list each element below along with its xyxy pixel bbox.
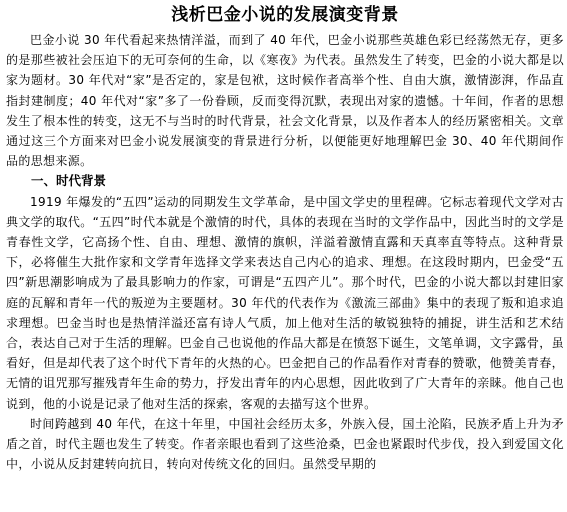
section-heading-era-background: 一、时代背景 xyxy=(31,173,107,189)
era-background-paragraph-2: 时间跨越到 40 年代，在这十年里，中国社会经历太多，外族入侵，国土沦陷，民族矛盾上升为矛盾之首，时代主题也发生了转变。作者亲眼也看到了这些沧桑，巴金也紧跟时代步伐，投入到爱国文化中，小说从反封建转向抗日，转向对传统文化的回归。虽然受早期的 xyxy=(6,416,564,472)
intro-paragraph: 巴金小说 30 年代看起来热情洋溢，而到了 40 年代，巴金小说那些英雄色彩已经荡然无存，更多的是那些被社会压迫下的无可奈何的生命，以《寒夜》为代表。虽然发生了转变，巴金的小说大都是以家为题材。30 年代对“家”是否定的，家是包袱，这时候作者高举个性、自由大旗，激情澎湃，作品直指封建制度；40 年代对“家”多了一份眷顾，反而变得沉默，表现出对家的遗憾。十年间，作者的思想发生了根本性的转变，这无不与当时的时代背景，社会文化背景，以及作者本人的经历紧密相关。文章通过这三个方面来对巴金小说发展演变的背景进行分析，以便能更好地理解巴金 30、40 年代期间作品的思想来源。 xyxy=(6,33,564,169)
article-title: 浅析巴金小说的发展演变背景 xyxy=(171,5,399,25)
era-background-paragraph-1: 1919 年爆发的“五四”运动的同期发生文学革命，是中国文学史的里程碑。它标志着现代文学对古典文学的取代。“五四”时代本就是个激情的时代，具体的表现在当时的文学作品中，因此当时的文学是青春性文学，它高扬个性、自由、理想、激情的旗帜，洋溢着激情直露和天真率直等特点。这种背景下，必将催生大批作家和文学青年选择文学来表达自己内心的追求、理想。在这段时期内，巴金受“五四”新思潮影响成为了最具影响力的作家，可谓是“五四产儿”。那个时代，巴金的小说大都以封建旧家庭的瓦解和青年一代的叛逆为主要题材。30 年代的代表作为《激流三部曲》集中的表现了叛和追求追求理想。巴金当时也是热情洋溢还富有诗人气质，加上他对生活的敏锐独特的捕捉，讲生活和艺术结合，表达自己对于生活的理解。巴金自己也说他的作品大都是在愤怒下诞生，文笔单调，文字露骨，虽看好，但是却代表了这个时代下青年的火热的心。巴金把自己的作品看作对青春的赞歌，他赞美青春，无情的诅咒那写摧残青年生命的势力，抒发出青年的内心思想，因此收到了广大青年的亲睐。他自己也说到，他的小说是记录了他对生活的探索，客观的去描写这个世界。 xyxy=(6,194,564,411)
